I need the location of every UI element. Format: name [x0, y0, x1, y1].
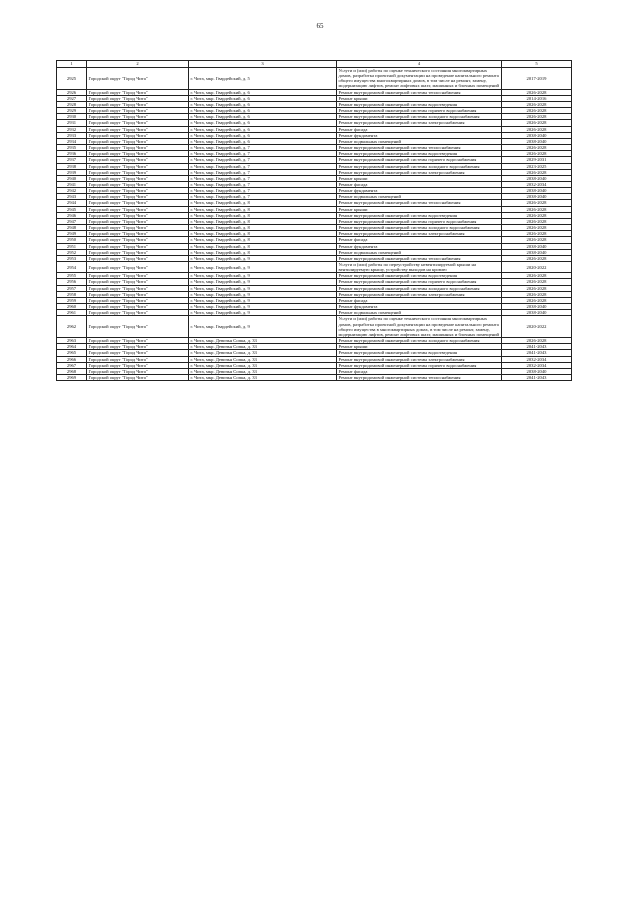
cell-row-number: 2954 [57, 262, 87, 273]
cell-address: г. Чита, мкр. Гвардейский, д. 6 [189, 101, 337, 107]
cell-municipality: Городской округ "Город Чита" [87, 237, 189, 243]
cell-work-type: Ремонт фасада [337, 237, 502, 243]
cell-municipality: Городской округ "Город Чита" [87, 225, 189, 231]
cell-address: г. Чита, мкр. Гвардейский, д. 9 [189, 273, 337, 279]
cell-period: 2038-2040 [502, 188, 572, 194]
cell-municipality: Городской округ "Город Чита" [87, 285, 189, 291]
cell-work-type: Ремонт внутридомовой инженерной системы горячего водоснабжения [337, 279, 502, 285]
cell-period: 2020-2022 [502, 262, 572, 273]
cell-address: г. Чита, мкр. Гвардейский, д. 6 [189, 138, 337, 144]
cell-work-type: Ремонт внутридомовой инженерной системы электроснабжения [337, 169, 502, 175]
cell-row-number: 2941 [57, 181, 87, 187]
cell-address: г. Чита, мкр. Гвардейский, д. 9 [189, 297, 337, 303]
cell-address: г. Чита, мкр. Гвардейский, д. 7 [189, 188, 337, 194]
cell-row-number: 2962 [57, 316, 87, 338]
cell-work-type: Ремонт внутридомовой инженерной системы горячего водоснабжения [337, 362, 502, 368]
cell-address: г. Чита, мкр. Девичья Сопка, д. 33 [189, 344, 337, 350]
cell-period: 2026-2028 [502, 126, 572, 132]
cell-row-number: 2963 [57, 338, 87, 344]
cell-municipality: Городской округ "Город Чита" [87, 151, 189, 157]
cell-address: г. Чита, мкр. Гвардейский, д. 7 [189, 194, 337, 200]
cell-row-number: 2931 [57, 120, 87, 126]
cell-period: 2026-2028 [502, 297, 572, 303]
cell-municipality: Городской округ "Город Чита" [87, 273, 189, 279]
cell-period: 2026-2028 [502, 225, 572, 231]
cell-work-type: Ремонт фасада [337, 126, 502, 132]
cell-period: 2038-2040 [502, 243, 572, 249]
cell-work-type: Ремонт внутридомовой инженерной системы теплоснабжения [337, 255, 502, 261]
cell-municipality: Городской округ "Город Чита" [87, 344, 189, 350]
cell-municipality: Городской округ "Город Чита" [87, 120, 189, 126]
cell-row-number: 2964 [57, 344, 87, 350]
cell-period: 2041-2043 [502, 350, 572, 356]
cell-address: г. Чита, мкр. Гвардейский, д. 8 [189, 237, 337, 243]
cell-address: г. Чита, мкр. Гвардейский, д. 9 [189, 316, 337, 338]
page-number: 65 [316, 22, 324, 30]
cell-work-type: Ремонт крыши [337, 95, 502, 101]
cell-period: 2026-2028 [502, 108, 572, 114]
cell-work-type: Ремонт внутридомовой инженерной системы водоотведения [337, 151, 502, 157]
cell-address: г. Чита, мкр. Гвардейский, д. 8 [189, 206, 337, 212]
cell-work-type: Ремонт подвальных помещений [337, 194, 502, 200]
cell-row-number: 2947 [57, 218, 87, 224]
cell-row-number: 2960 [57, 304, 87, 310]
cell-municipality: Городской округ "Город Чита" [87, 157, 189, 163]
cell-period: 2026-2028 [502, 89, 572, 95]
cell-municipality: Городской округ "Город Чита" [87, 374, 189, 380]
cell-row-number: 2958 [57, 291, 87, 297]
cell-municipality: Городской округ "Город Чита" [87, 304, 189, 310]
cell-work-type: Ремонт внутридомовой инженерной системы горячего водоснабжения [337, 108, 502, 114]
cell-address: г. Чита, мкр. Гвардейский, д. 7 [189, 157, 337, 163]
cell-work-type: Ремонт внутридомовой инженерной системы холодного водоснабжения [337, 114, 502, 120]
cell-row-number: 2933 [57, 132, 87, 138]
cell-municipality: Городской округ "Город Чита" [87, 350, 189, 356]
cell-address: г. Чита, мкр. Гвардейский, д. 5 [189, 68, 337, 90]
cell-address: г. Чита, мкр. Гвардейский, д. 8 [189, 249, 337, 255]
cell-municipality: Городской округ "Город Чита" [87, 138, 189, 144]
table-row [57, 374, 572, 380]
cell-work-type: Ремонт крыши [337, 175, 502, 181]
cell-row-number: 2942 [57, 188, 87, 194]
cell-period: 2026-2028 [502, 231, 572, 237]
cell-period: 2038-2040 [502, 132, 572, 138]
cell-address: г. Чита, мкр. Гвардейский, д. 6 [189, 132, 337, 138]
cell-period: 2026-2028 [502, 285, 572, 291]
cell-work-type: Ремонт внутридомовой инженерной системы водоотведения [337, 212, 502, 218]
cell-row-number: 2943 [57, 194, 87, 200]
cell-address: г. Чита, мкр. Девичья Сопка, д. 33 [189, 338, 337, 344]
cell-address: г. Чита, мкр. Гвардейский, д. 9 [189, 304, 337, 310]
cell-work-type: Ремонт внутридомовой инженерной системы электроснабжения [337, 231, 502, 237]
cell-row-number: 2938 [57, 163, 87, 169]
cell-address: г. Чита, мкр. Гвардейский, д. 7 [189, 145, 337, 151]
cell-work-type: Ремонт внутридомовой инженерной системы водоотведения [337, 273, 502, 279]
cell-municipality: Городской округ "Город Чита" [87, 169, 189, 175]
cell-address: г. Чита, мкр. Гвардейский, д. 7 [189, 181, 337, 187]
cell-period: 2026-2028 [502, 338, 572, 344]
cell-period: 2026-2028 [502, 120, 572, 126]
cell-row-number: 2957 [57, 285, 87, 291]
cell-address: г. Чита, мкр. Гвардейский, д. 6 [189, 89, 337, 95]
cell-period: 2026-2028 [502, 237, 572, 243]
cell-address: г. Чита, мкр. Гвардейский, д. 7 [189, 175, 337, 181]
cell-work-type: Услуги и (или) работы по оценке технического состояния многоквартирных домов, разработка проектной документации на проведение капитального ремонта общего имущества в многоквартирных домах, в том числе на ремонт, замену, модернизацию лифтов, ремонт лифтовых шахт, машинных и блочных помещений [337, 316, 502, 338]
table-row [57, 68, 572, 90]
cell-work-type: Ремонт внутридомовой инженерной системы водоотведения [337, 101, 502, 107]
cell-municipality: Городской округ "Город Чита" [87, 316, 189, 338]
cell-work-type: Ремонт внутридомовой инженерной системы электроснабжения [337, 120, 502, 126]
cell-address: г. Чита, мкр. Девичья Сопка, д. 33 [189, 368, 337, 374]
cell-period: 2026-2028 [502, 291, 572, 297]
cell-row-number: 2961 [57, 310, 87, 316]
cell-municipality: Городской округ "Город Чита" [87, 194, 189, 200]
cell-municipality: Городской округ "Город Чита" [87, 291, 189, 297]
cell-period: 2038-2040 [502, 249, 572, 255]
cell-period: 2026-2028 [502, 169, 572, 175]
cell-address: г. Чита, мкр. Гвардейский, д. 9 [189, 279, 337, 285]
cell-period: 2026-2028 [502, 279, 572, 285]
cell-row-number: 2925 [57, 68, 87, 90]
cell-period: 2038-2040 [502, 304, 572, 310]
cell-work-type: Ремонт внутридомовой инженерной системы электроснабжения [337, 291, 502, 297]
cell-row-number: 2935 [57, 145, 87, 151]
cell-work-type: Ремонт подвальных помещений [337, 310, 502, 316]
header-col-4: 4 [337, 61, 502, 68]
cell-period: 2026-2028 [502, 101, 572, 107]
cell-municipality: Городской округ "Город Чита" [87, 101, 189, 107]
cell-municipality: Городской округ "Город Чита" [87, 145, 189, 151]
cell-work-type: Ремонт внутридомовой инженерной системы холодного водоснабжения [337, 225, 502, 231]
cell-municipality: Городской округ "Город Чита" [87, 68, 189, 90]
cell-period: 2026-2028 [502, 151, 572, 157]
cell-row-number: 2932 [57, 126, 87, 132]
cell-period: 2026-2028 [502, 255, 572, 261]
cell-period: 2026-2028 [502, 212, 572, 218]
header-col-5: 5 [502, 61, 572, 68]
cell-row-number: 2950 [57, 237, 87, 243]
cell-period: 2023-2025 [502, 163, 572, 169]
cell-work-type: Ремонт фундамента [337, 188, 502, 194]
cell-municipality: Городской округ "Город Чита" [87, 255, 189, 261]
cell-period: 2038-2040 [502, 194, 572, 200]
cell-row-number: 2944 [57, 200, 87, 206]
cell-row-number: 2949 [57, 231, 87, 237]
table-row [57, 316, 572, 338]
cell-period: 2026-2028 [502, 200, 572, 206]
cell-period: 2026-2028 [502, 114, 572, 120]
cell-municipality: Городской округ "Город Чита" [87, 249, 189, 255]
cell-municipality: Городской округ "Город Чита" [87, 188, 189, 194]
cell-address: г. Чита, мкр. Девичья Сопка, д. 33 [189, 362, 337, 368]
cell-work-type: Услуги и (или) работы по переустройству невентилируемой крыши на вентилируемую крышу, устройству выходов на кровлю [337, 262, 502, 273]
cell-municipality: Городской округ "Город Чита" [87, 368, 189, 374]
table-header-row [57, 61, 572, 68]
cell-municipality: Городской округ "Город Чита" [87, 231, 189, 237]
cell-period: 2038-2040 [502, 368, 572, 374]
cell-work-type: Ремонт фундамента [337, 132, 502, 138]
cell-municipality: Городской округ "Город Чита" [87, 175, 189, 181]
cell-row-number: 2951 [57, 243, 87, 249]
cell-work-type: Ремонт внутридомовой инженерной системы водоотведения [337, 350, 502, 356]
cell-row-number: 2936 [57, 151, 87, 157]
cell-address: г. Чита, мкр. Гвардейский, д. 6 [189, 95, 337, 101]
cell-address: г. Чита, мкр. Гвардейский, д. 8 [189, 243, 337, 249]
cell-municipality: Городской округ "Город Чита" [87, 279, 189, 285]
cell-address: г. Чита, мкр. Гвардейский, д. 9 [189, 285, 337, 291]
cell-municipality: Городской округ "Город Чита" [87, 212, 189, 218]
cell-row-number: 2928 [57, 101, 87, 107]
cell-period: 2041-2043 [502, 374, 572, 380]
header-col-3: 3 [189, 61, 337, 68]
cell-row-number: 2929 [57, 108, 87, 114]
cell-row-number: 2965 [57, 350, 87, 356]
cell-row-number: 2937 [57, 157, 87, 163]
cell-period: 2026-2028 [502, 206, 572, 212]
cell-period: 2032-2034 [502, 356, 572, 362]
cell-municipality: Городской округ "Город Чита" [87, 181, 189, 187]
cell-work-type: Ремонт внутридомовой инженерной системы горячего водоснабжения [337, 157, 502, 163]
cell-work-type: Ремонт подвальных помещений [337, 138, 502, 144]
header-col-1: 1 [57, 61, 87, 68]
cell-municipality: Городской округ "Город Чита" [87, 362, 189, 368]
cell-address: г. Чита, мкр. Гвардейский, д. 8 [189, 225, 337, 231]
cell-period: 2032-2034 [502, 362, 572, 368]
cell-work-type: Ремонт внутридомовой инженерной системы горячего водоснабжения [337, 218, 502, 224]
cell-municipality: Городской округ "Город Чита" [87, 218, 189, 224]
cell-municipality: Городской округ "Город Чита" [87, 297, 189, 303]
cell-work-type: Ремонт внутридомовой инженерной системы теплоснабжения [337, 200, 502, 206]
cell-municipality: Городской округ "Город Чита" [87, 108, 189, 114]
cell-period: 2038-2040 [502, 138, 572, 144]
cell-row-number: 2952 [57, 249, 87, 255]
cell-address: г. Чита, мкр. Гвардейский, д. 8 [189, 200, 337, 206]
cell-municipality: Городской округ "Город Чита" [87, 132, 189, 138]
cell-period: 2026-2028 [502, 218, 572, 224]
cell-address: г. Чита, мкр. Гвардейский, д. 9 [189, 262, 337, 273]
cell-row-number: 2940 [57, 175, 87, 181]
cell-row-number: 2948 [57, 225, 87, 231]
cell-work-type: Ремонт внутридомовой инженерной системы теплоснабжения [337, 145, 502, 151]
cell-work-type: Ремонт подвальных помещений [337, 249, 502, 255]
cell-row-number: 2945 [57, 206, 87, 212]
cell-address: г. Чита, мкр. Гвардейский, д. 8 [189, 231, 337, 237]
cell-address: г. Чита, мкр. Гвардейский, д. 9 [189, 310, 337, 316]
cell-work-type: Ремонт фасада [337, 368, 502, 374]
cell-address: г. Чита, мкр. Гвардейский, д. 7 [189, 151, 337, 157]
cell-row-number: 2946 [57, 212, 87, 218]
cell-work-type: Ремонт крыши [337, 344, 502, 350]
cell-address: г. Чита, мкр. Гвардейский, д. 9 [189, 255, 337, 261]
cell-work-type: Ремонт фасада [337, 181, 502, 187]
header-col-2: 2 [87, 61, 189, 68]
cell-row-number: 2966 [57, 356, 87, 362]
cell-work-type: Ремонт крыши [337, 206, 502, 212]
cell-municipality: Городской округ "Город Чита" [87, 310, 189, 316]
cell-address: г. Чита, мкр. Гвардейский, д. 7 [189, 163, 337, 169]
cell-municipality: Городской округ "Город Чита" [87, 89, 189, 95]
cell-municipality: Городской округ "Город Чита" [87, 163, 189, 169]
cell-row-number: 2955 [57, 273, 87, 279]
cell-period: 2038-2040 [502, 175, 572, 181]
cell-row-number: 2956 [57, 279, 87, 285]
cell-row-number: 2930 [57, 114, 87, 120]
capital-repair-table [56, 60, 572, 381]
cell-row-number: 2934 [57, 138, 87, 144]
cell-municipality: Городской округ "Город Чита" [87, 243, 189, 249]
cell-row-number: 2926 [57, 89, 87, 95]
cell-municipality: Городской округ "Город Чита" [87, 114, 189, 120]
cell-address: г. Чита, мкр. Гвардейский, д. 8 [189, 218, 337, 224]
cell-period: 2017-2019 [502, 68, 572, 90]
cell-row-number: 2927 [57, 95, 87, 101]
cell-address: г. Чита, мкр. Девичья Сопка, д. 33 [189, 350, 337, 356]
table-body [57, 68, 572, 381]
cell-period: 2014-2016 [502, 95, 572, 101]
cell-address: г. Чита, мкр. Гвардейский, д. 6 [189, 114, 337, 120]
cell-work-type: Ремонт фундамента [337, 243, 502, 249]
cell-period: 2041-2043 [502, 344, 572, 350]
cell-address: г. Чита, мкр. Гвардейский, д. 9 [189, 291, 337, 297]
cell-work-type: Ремонт внутридомовой инженерной системы холодного водоснабжения [337, 163, 502, 169]
cell-address: г. Чита, мкр. Гвардейский, д. 6 [189, 120, 337, 126]
cell-municipality: Городской округ "Город Чита" [87, 262, 189, 273]
cell-work-type: Услуги и (или) работы по оценке технического состояния многоквартирных домов, разработка проектной документации на проведение капитального ремонта общего имущества многоквартирных домов, в том числе на ремонт, замену, модернизацию лифтов, ремонт лифтовых шахт, машинных и блочных помещений [337, 68, 502, 90]
cell-work-type: Ремонт внутридомовой инженерной системы холодного водоснабжения [337, 338, 502, 344]
cell-work-type: Ремонт внутридомовой инженерной системы теплоснабжения [337, 89, 502, 95]
cell-work-type: Ремонт внутридомовой инженерной системы холодного водоснабжения [337, 285, 502, 291]
cell-row-number: 2959 [57, 297, 87, 303]
cell-period: 2026-2028 [502, 145, 572, 151]
cell-address: г. Чита, мкр. Девичья Сопка, д. 33 [189, 374, 337, 380]
cell-row-number: 2939 [57, 169, 87, 175]
cell-work-type: Ремонт внутридомовой инженерной системы теплоснабжения [337, 374, 502, 380]
cell-municipality: Городской округ "Город Чита" [87, 206, 189, 212]
cell-work-type: Ремонт внутридомовой инженерной системы электроснабжения [337, 356, 502, 362]
cell-municipality: Городской округ "Город Чита" [87, 200, 189, 206]
cell-row-number: 2967 [57, 362, 87, 368]
cell-row-number: 2969 [57, 374, 87, 380]
cell-period: 2038-2040 [502, 310, 572, 316]
cell-address: г. Чита, мкр. Гвардейский, д. 8 [189, 212, 337, 218]
cell-municipality: Городской округ "Город Чита" [87, 95, 189, 101]
cell-address: г. Чита, мкр. Гвардейский, д. 7 [189, 169, 337, 175]
cell-address: г. Чита, мкр. Гвардейский, д. 6 [189, 108, 337, 114]
cell-period: 2032-2034 [502, 181, 572, 187]
cell-period: 2029-2031 [502, 157, 572, 163]
cell-municipality: Городской округ "Город Чита" [87, 356, 189, 362]
cell-row-number: 2953 [57, 255, 87, 261]
cell-municipality: Городской округ "Город Чита" [87, 338, 189, 344]
cell-address: г. Чита, мкр. Гвардейский, д. 6 [189, 126, 337, 132]
cell-period: 2026-2028 [502, 273, 572, 279]
cell-municipality: Городской округ "Город Чита" [87, 126, 189, 132]
cell-period: 2020-2022 [502, 316, 572, 338]
table-row [57, 262, 572, 273]
cell-work-type: Ремонт фасада [337, 297, 502, 303]
cell-work-type: Ремонт фундамента [337, 304, 502, 310]
cell-address: г. Чита, мкр. Девичья Сопка, д. 33 [189, 356, 337, 362]
cell-row-number: 2968 [57, 368, 87, 374]
